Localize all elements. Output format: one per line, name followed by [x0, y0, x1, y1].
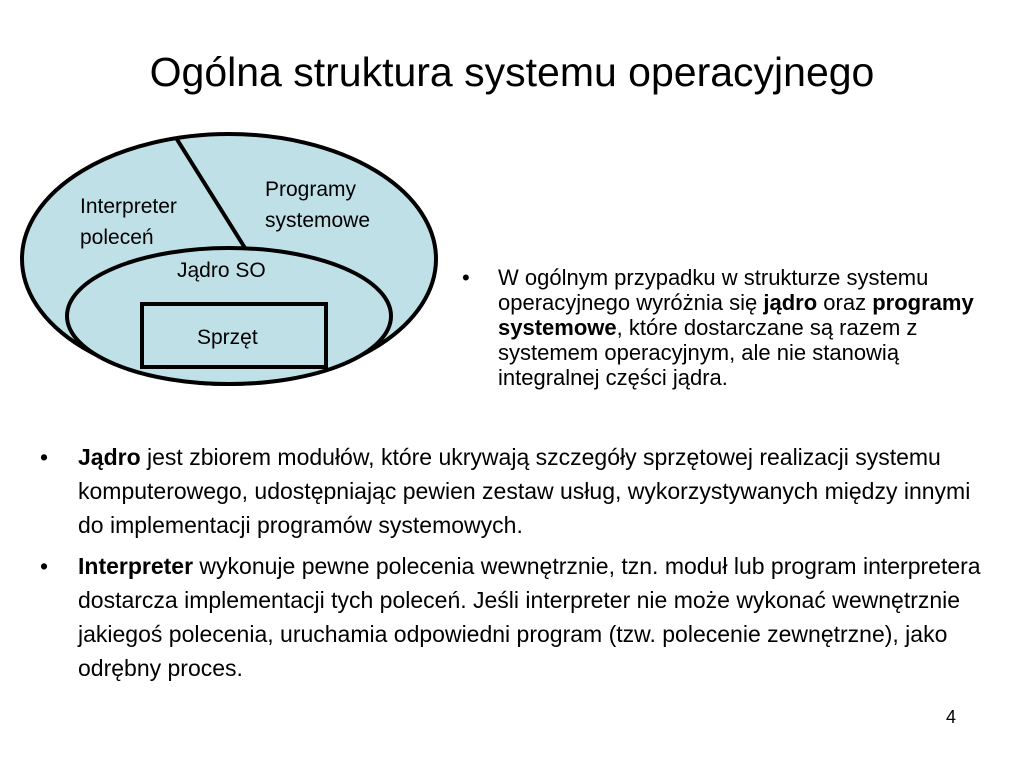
side-bullet-bold-programs: programy systemowe	[498, 290, 974, 340]
list-item	[40, 549, 1000, 685]
side-bullet-text-2: oraz	[817, 290, 873, 315]
list-item	[40, 440, 1000, 542]
bullet-symbol: •	[462, 265, 470, 290]
main-bullet-bold-kernel: Jądro	[78, 444, 141, 470]
interpreter-label-line1: Interpreter	[80, 195, 177, 218]
side-bullet-list	[462, 265, 982, 390]
os-structure-diagram	[0, 0, 460, 400]
slide-title: Ogólna struktura systemu operacyjnego	[149, 49, 875, 95]
side-bullet-text-3: , które dostarczane są razem z systemem operacyjnym, ale nie stanowią integralnej części jądra.	[498, 315, 918, 390]
bullet-symbol: •	[40, 553, 49, 579]
interpreter-label-line2: poleceń	[80, 226, 154, 249]
page-number: 4	[946, 707, 957, 727]
programs-label-line2: systemowe	[265, 209, 371, 232]
main-bullet-list	[40, 440, 1000, 692]
bullet-symbol: •	[40, 444, 49, 470]
main-bullet-text-kernel: jest zbiorem modułów, które ukrywają szczegóły sprzętowej realizacji systemu komputerowego, udostępniając pewien zestaw usług, wykorzystywanych między innymi do implementacji programów systemowych.	[78, 444, 971, 538]
kernel-label: Jądro SO	[177, 259, 266, 282]
list-item	[462, 265, 982, 390]
programs-label-line1: Programy	[265, 178, 357, 201]
hardware-label: Sprzęt	[197, 326, 258, 349]
side-bullet-text-1: W ogólnym przypadku w strukturze systemu operacyjnego wyróżnia się	[498, 265, 929, 315]
main-bullet-text-interpreter: wykonuje pewne polecenia wewnętrznie, tzn. moduł lub program interpretera dostarcza implementacji tych poleceń. Jeśli interpreter nie może wykonać wewnętrznie jakiegoś polecenia, uruchamia odpowiedni program (tzw. polecenie zewnętrzne), jako odrębny proces.	[78, 553, 981, 681]
main-bullet-bold-interpreter: Interpreter	[78, 553, 194, 579]
side-bullet-bold-kernel: jądro	[763, 290, 818, 315]
